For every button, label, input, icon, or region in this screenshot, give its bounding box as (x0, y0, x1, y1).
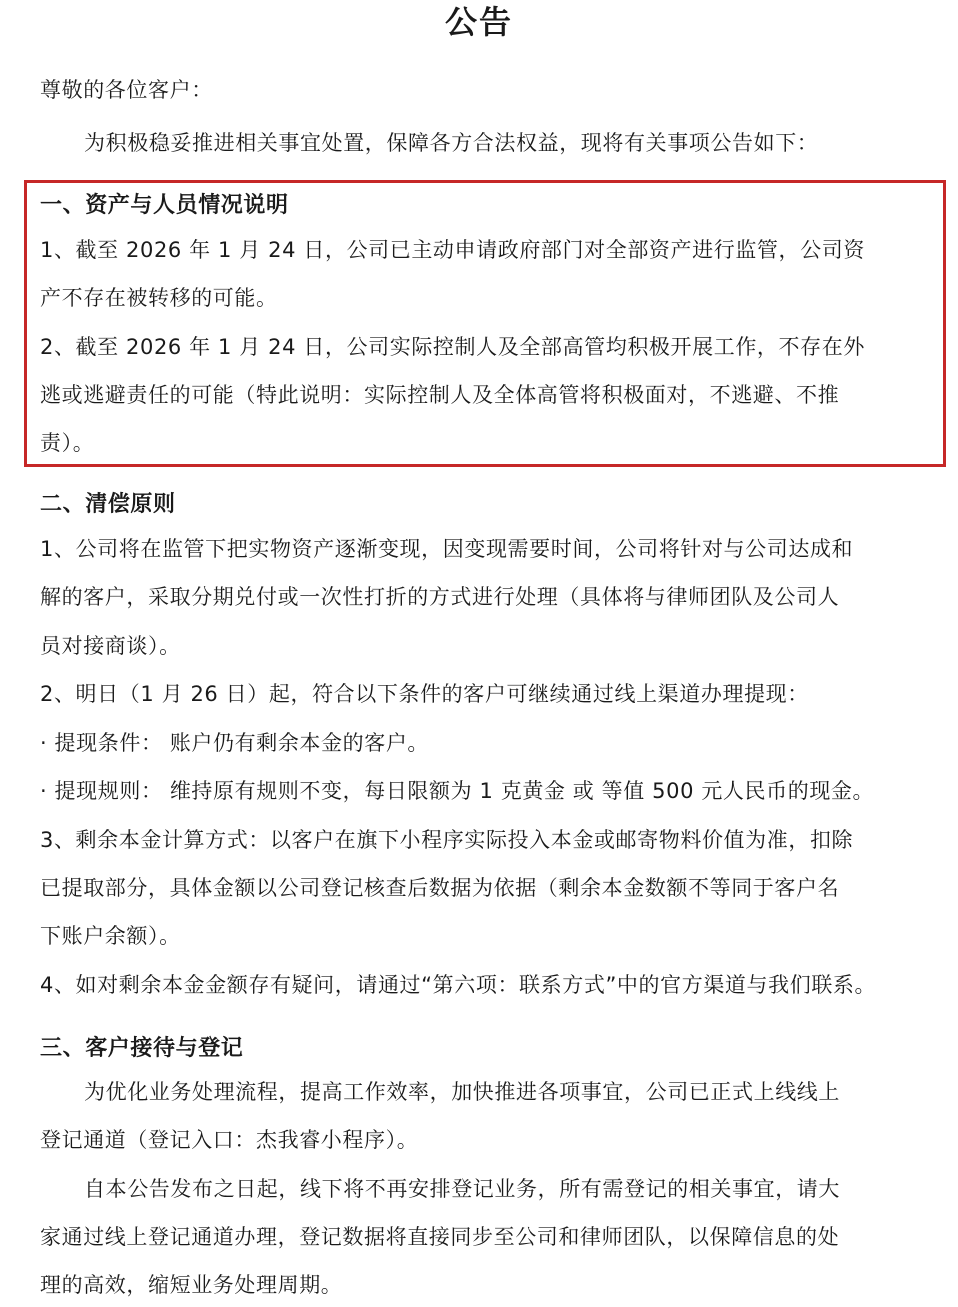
section-1-line: 逃或逃避责任的可能（特此说明：实际控制人及全体高管将积极面对，不逃避、不推 (40, 383, 840, 407)
section-2-heading: 二、清偿原则 (40, 492, 176, 517)
section-2-line: 2、明日（1 月 26 日）起，符合以下条件的客户可继续通过线上渠道办理提现： (40, 682, 809, 706)
section-1-line: 2、截至 2026 年 1 月 24 日，公司实际控制人及全部高管均积极开展工作，不存在外 (40, 335, 865, 359)
section-2-bullet: · 提现条件： 账户仍有剩余本金的客户。 (40, 731, 430, 755)
document-title: 公告 (444, 3, 513, 41)
section-1-line: 1、截至 2026 年 1 月 24 日，公司已主动申请政府部门对全部资产进行监管，公司资 (40, 238, 865, 262)
section-2-line: 4、如对剩余本金金额存有疑问，请通过“第六项：联系方式”中的官方渠道与我们联系。 (40, 973, 877, 997)
section-1-highlight-box (24, 180, 946, 467)
intro-paragraph: 为积极稳妥推进相关事宜处置，保障各方合法权益，现将有关事项公告如下： (84, 131, 819, 155)
section-2-line: 已提取部分，具体金额以公司登记核查后数据为依据（剩余本金数额不等同于客户名 (40, 876, 840, 900)
section-2-line: 解的客户，采取分期兑付或一次性打折的方式进行处理（具体将与律师团队及公司人 (40, 585, 840, 609)
section-2-bullet: · 提现规则： 维持原有规则不变，每日限额为 1 克黄金 或 等值 500 元人民币的现金。 (40, 779, 875, 803)
section-3-line: 理的高效，缩短业务处理周期。 (40, 1273, 343, 1297)
section-3-line: 家通过线上登记通道办理，登记数据将直接同步至公司和律师团队，以保障信息的处 (40, 1225, 840, 1249)
section-2-line: 1、公司将在监管下把实物资产逐渐变现，因变现需要时间，公司将针对与公司达成和 (40, 537, 854, 561)
section-2-line: 3、剩余本金计算方式：以客户在旗下小程序实际投入本金或邮寄物料价值为准，扣除 (40, 828, 854, 852)
section-2-line: 员对接商谈）。 (40, 634, 181, 658)
section-3-line: 登记通道（登记入口：杰我睿小程序）。 (40, 1128, 419, 1152)
section-3-heading: 三、客户接待与登记 (40, 1036, 244, 1061)
salutation: 尊敬的各位客户： (40, 78, 213, 102)
section-1-heading: 一、资产与人员情况说明 (40, 193, 289, 218)
section-2-line: 下账户余额）。 (40, 924, 181, 948)
section-1-line: 产不存在被转移的可能。 (40, 286, 278, 310)
section-3-line: 为优化业务处理流程，提高工作效率，加快推进各项事宜，公司已正式上线线上 (84, 1080, 840, 1104)
section-3-line: 自本公告发布之日起，线下将不再安排登记业务，所有需登记的相关事宜，请大 (84, 1177, 840, 1201)
section-1-line: 责）。 (40, 431, 95, 455)
